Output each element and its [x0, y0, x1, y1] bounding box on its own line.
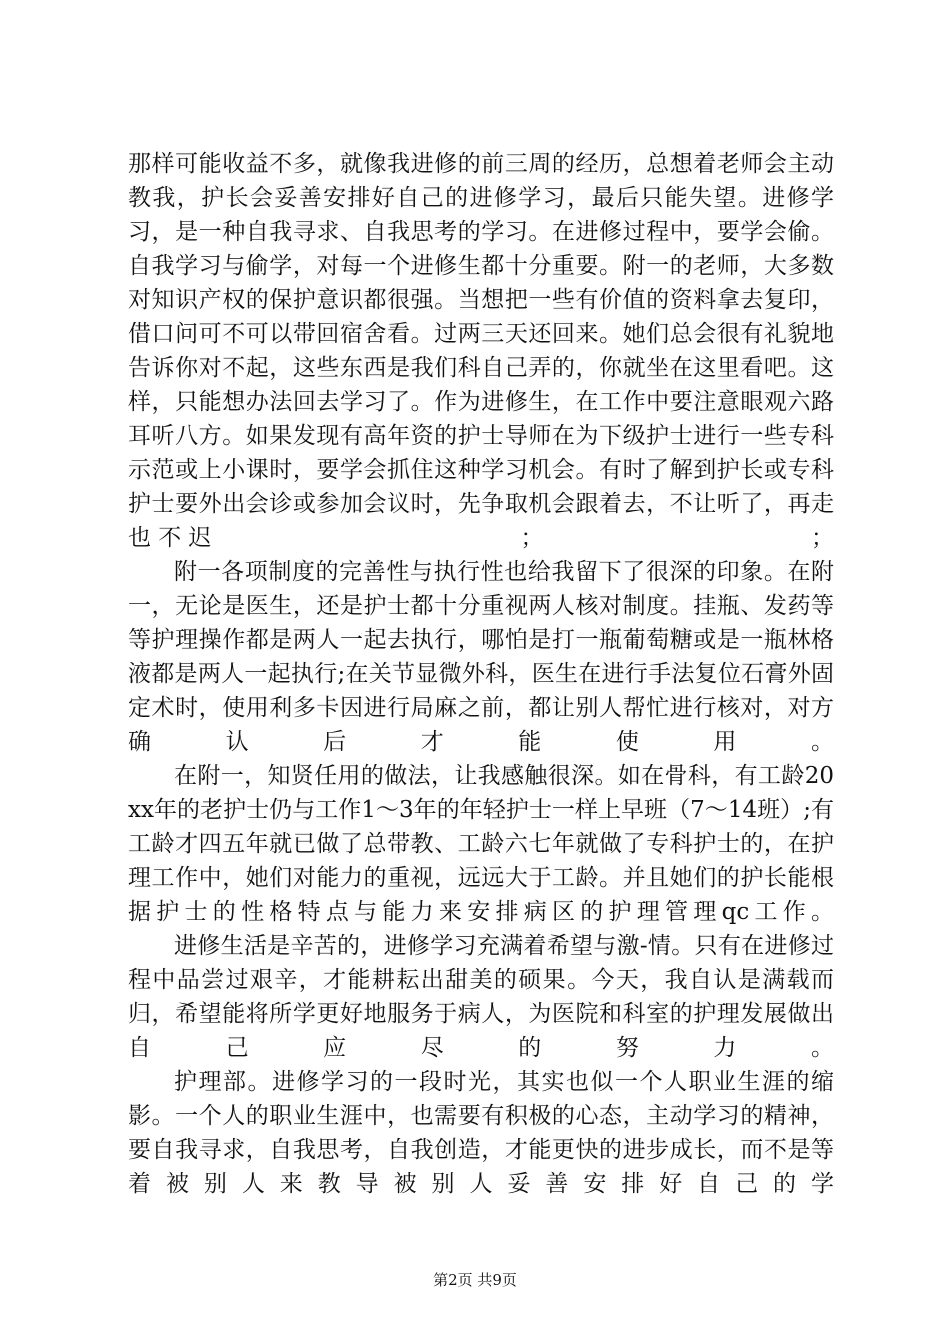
- paragraph-1: 那样可能收益不多，就像我进修的前三周的经历，总想着老师会主动教我，护长会妥善安排好自己的进修学习，最后只能失望。进修学习，是一种自我寻求、自我思考的学习。在进修过程中，要学会偷。自我学习与偷学，对每一个进修生都十分重要。附一的老师，大多数对知识产权的保护意识都很强。当想把一些有价值的资料拿去复印，借口问可不可以带回宿舍看。过两三天还回来。她们总会很有礼貌地告诉你对不起，这些东西是我们科自己弄的，你就坐在这里看吧。这样，只能想办法回去学习了。作为进修生，在工作中要注意眼观六路耳听八方。如果发现有高年资的护士导师在为下级护士进行一些专科示范或上小课时，要学会抓住这种学习机会。有时了解到护长或专科护士要外出会诊或参加会议时，先争取机会跟着去，不让听了，再走也不迟 ； ；: [128, 151, 834, 551]
- document-body: [128, 147, 834, 1201]
- paragraph-2: 附一各项制度的完善性与执行性也给我留下了很深的印象。在附一，无论是医生，还是护士都十分重视两人核对制度。挂瓶、发药等等护理操作都是两人一起去执行，哪怕是打一瓶葡萄糖或是一瓶林格液都是两人一起执行;在关节显微外科，医生在进行手法复位石膏外固定术时，使用利多卡因进行局麻之前，都让别人帮忙进行核对，对方确认后才能使用。: [128, 559, 834, 755]
- paragraph-4: 进修生活是辛苦的，进修学习充满着希望与激-情。只有在进修过程中品尝过艰辛，才能耕耘出甜美的硕果。今天，我自认是满载而归，希望能将所学更好地服务于病人，为医院和科室的护理发展做出自己应尽的努力。: [128, 933, 834, 1061]
- paragraph-3: 在附一，知贤任用的做法，让我感触很深。如在骨科，有工龄20xx年的老护士仍与工作1～3年的年轻护士一样上早班（7～14班）;有工龄才四五年就已做了总带教、工龄六七年就做了专科护士的，在护理工作中，她们对能力的重视，远远大于工龄。并且她们的护长能根据护士的性格特点与能力来安排病区的护理管理qc工作。: [128, 763, 834, 925]
- paragraph-5: 护理部。进修学习的一段时光，其实也似一个人职业生涯的缩影。一个人的职业生涯中，也需要有积极的心态，主动学习的精神，要自我寻求，自我思考，自我创造，才能更快的进步成长，而不是等着被别人来教导被别人妥善安排好自己的学: [128, 1069, 834, 1197]
- page-number-footer: 第2页 共9页: [433, 1271, 517, 1289]
